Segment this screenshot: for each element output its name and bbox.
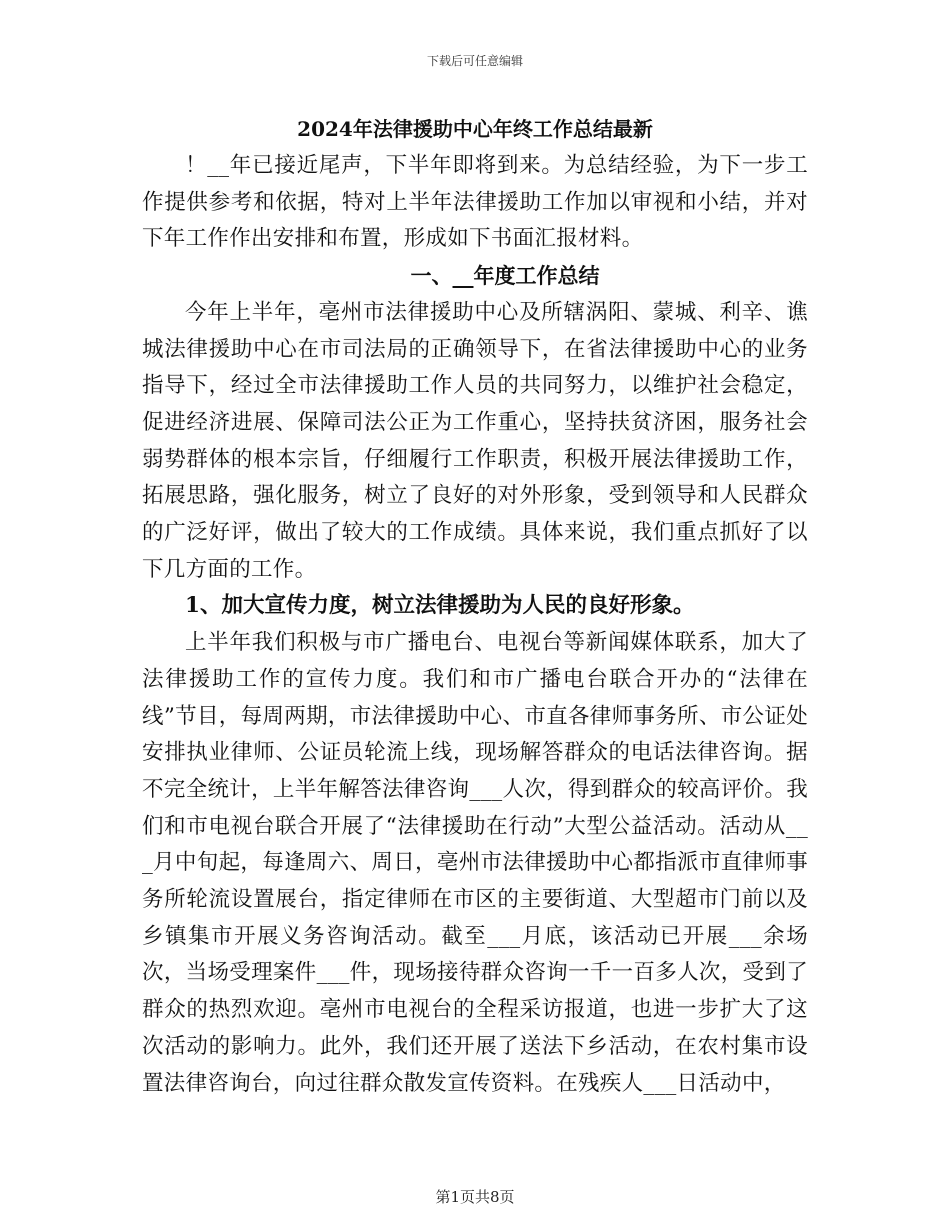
document-body bbox=[142, 110, 808, 1102]
document-title: 2024年法律援助中心年终工作总结最新 bbox=[297, 117, 653, 141]
section-paragraph: 今年上半年，亳州市法律援助中心及所辖涡阳、蒙城、利辛、谯城法律援助中心在市司法局的正确领导下，在省法律援助中心的业务指导下，经过全市法律援助工作人员的共同努力，以维护社会稳定，促进经济进展、保障司法公正为工作重心，坚持扶贫济困，服务社会弱势群体的根本宗旨，仔细履行工作职责，积极开展法律援助工作，拓展思路，强化服务，树立了良好的对外形象，受到领导和人民群众的广泛好评，做出了较大的工作成绩。具体来说，我们重点抓好了以下几方面的工作。 bbox=[142, 299, 808, 582]
page-footer-number: 第1页共8页 bbox=[435, 1188, 515, 1206]
page-header-note: 下载后可任意编辑 bbox=[426, 54, 523, 68]
subsection-paragraph: 上半年我们积极与市广播电台、电视台等新闻媒体联系，加大了法律援助工作的宣传力度。我们和市广播电台联合开办的“法律在线”节目，每周两期，市法律援助中心、市直各律师事务所、市公证处安排执业律师、公证员轮流上线，现场解答群众的电话法律咨询。据不完全统计，上半年解答法律咨询___人次，得到群众的较高评价。我们和市电视台联合开展了“法律援助在行动”大型公益活动。活动从___月中旬起，每逢周六、周日，亳州市法律援助中心都指派市直律师事务所轮流设置展台，指定律师在市区的主要街道、大型超市门前以及乡镇集市开展义务咨询活动。截至___月底，该活动已开展___余场次，当场受理案件___件，现场接待群众咨询一千一百多人次，受到了群众的热烈欢迎。亳州市电视台的全程采访报道，也进一步扩大了这次活动的影响力。此外，我们还开展了送法下乡活动，在农村集市设置法律咨询台，向过往群众散发宣传资料。在残疾人___日活动中， bbox=[142, 630, 808, 1096]
intro-paragraph: ！__年已接近尾声，下半年即将到来。为总结经验，为下一步工作提供参考和依据，特对上半年法律援助工作加以审视和小结，并对下年工作作出安排和布置，形成如下书面汇报材料。 bbox=[142, 153, 808, 252]
subsection-heading: 1、加大宣传力度，树立法律援助为人民的良好形象。 bbox=[185, 593, 695, 619]
section-heading: 一、__年度工作总结 bbox=[410, 263, 600, 289]
